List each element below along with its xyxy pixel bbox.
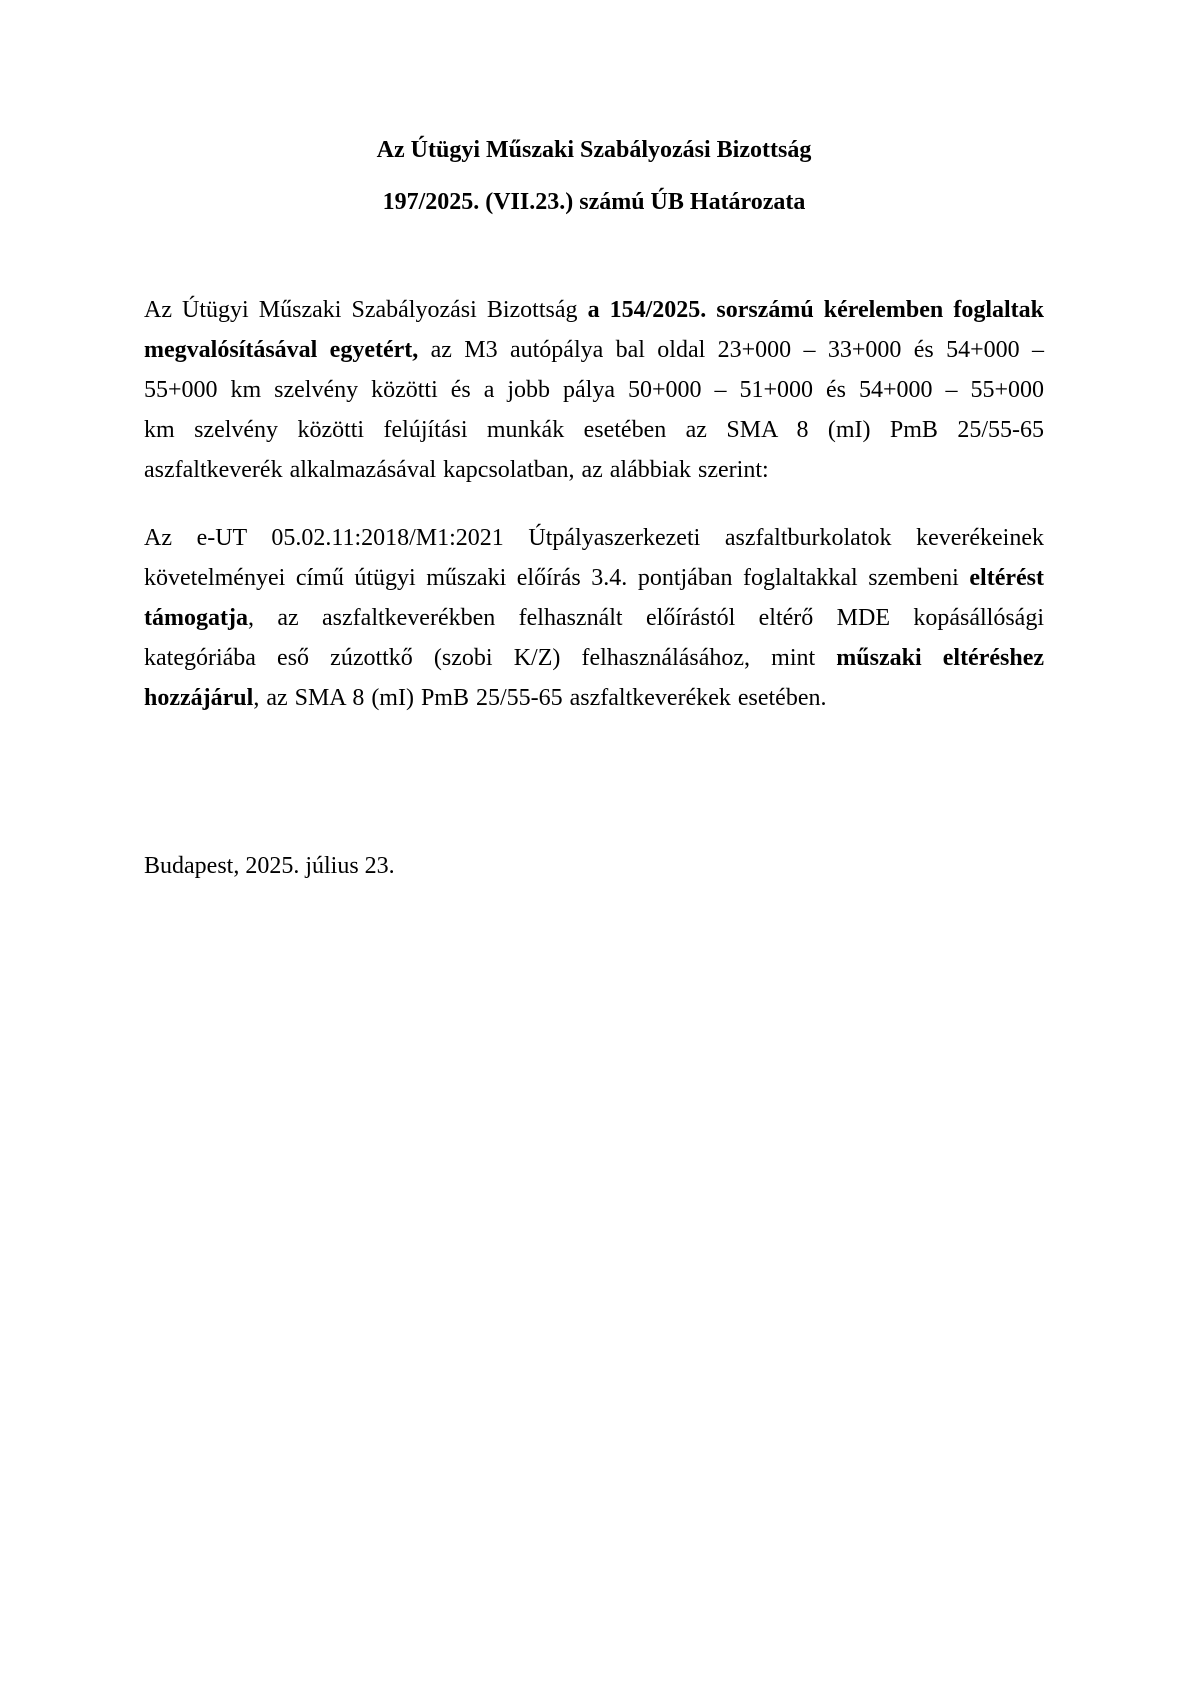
paragraph-1: [144, 290, 1044, 490]
document-title-line1: Az Útügyi Műszaki Szabályozási Bizottság: [376, 137, 812, 163]
text-run: , az aszfaltkeverékben felhasznált előírástól eltérő MDE kopásállósági kategóriába eső zúzottkő (szobi K/Z) felhasználásához, mint: [144, 605, 1044, 671]
date-line: Budapest, 2025. július 23.: [144, 853, 395, 879]
document-title-line2: 197/2025. (VII.23.) számú ÚB Határozata: [382, 189, 806, 215]
bold-text-run: műszaki eltéréshez hozzájárul: [144, 645, 1045, 711]
bold-text-run: eltérést támogatja: [144, 565, 1044, 631]
text-run: Az Útügyi Műszaki Szabályozási Bizottság: [144, 297, 588, 323]
text-run: , az SMA 8 (mI) PmB 25/55-65 aszfaltkeverékek esetében.: [253, 685, 827, 711]
document-content: [144, 130, 1044, 910]
paragraph-2: [144, 518, 1044, 718]
text-run: az M3 autópálya bal oldal 23+000 – 33+000 és 54+000 – 55+000 km szelvény közötti és a jobb pálya 50+000 – 51+000 és 54+000 – 55+000 km szelvény közötti felújítási munkák esetében az SMA 8 (mI) PmB 25/55-65 aszfaltkeverék alkalmazásával kapcsolatban, az alábbiak szerint:: [144, 337, 1045, 483]
text-run: Az e-UT 05.02.11:2018/M1:2021 Útpályaszerkezeti aszfaltburkolatok keverékeinek követelményei című útügyi műszaki előírás 3.4. pontjában foglaltakkal szembeni: [144, 525, 1044, 591]
bold-text-run: a 154/2025. sorszámú kérelemben foglaltak megvalósításával egyetért,: [144, 297, 1044, 363]
